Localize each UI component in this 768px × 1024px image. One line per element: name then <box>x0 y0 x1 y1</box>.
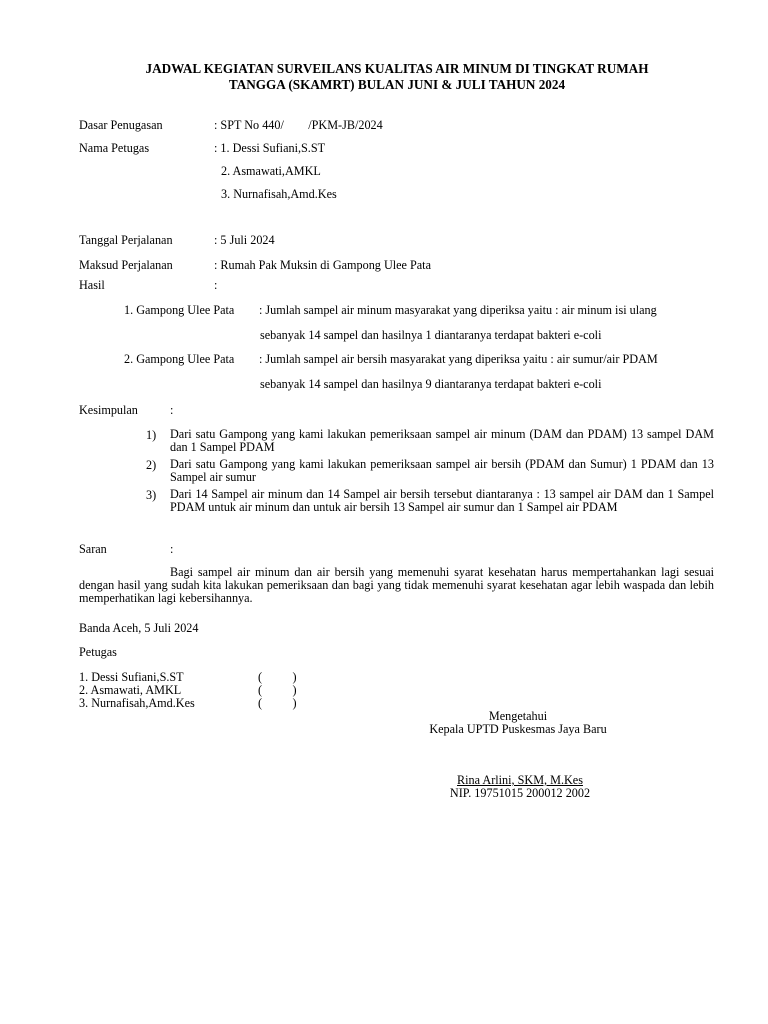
petugas-heading: Petugas <box>79 645 117 659</box>
kesimpulan-3-text: Dari 14 Sampel air minum dan 14 Sampel air bersih tersebut diantaranya : 13 sampel air DAM dan 1 Sampel PDAM untuk air minum dan untuk air bersih 13 Sampel air sumur dan 1 Sampel air PDAM <box>170 487 714 514</box>
kesimpulan-1-num: 1) <box>146 428 157 442</box>
hasil-2-line1: : Jumlah sampel air bersih masyarakat yang diperiksa yaitu : air sumur/air PDAM <box>259 352 658 366</box>
maksud-value: : Rumah Pak Muksin di Gampong Ulee Pata <box>214 258 431 272</box>
signer-1-name: 1. Dessi Sufiani,S.ST <box>79 670 184 684</box>
saran-text: Bagi sampel air minum dan air bersih yang memenuhi syarat kesehatan harus mempertahankan lagi sesuai dengan hasil yang sudah kita lakukan pemeriksaan dan bagi yang tidak memenuhi syarat kesehatan agar lebih waspada dan lebih memperhatikan lagi kebersihannya. <box>79 565 714 605</box>
maksud-label: Maksud Perjalanan <box>79 258 173 272</box>
approver-name-wrap <box>400 773 640 787</box>
hasil-1-place: 1. Gampong Ulee Pata <box>124 303 235 317</box>
hasil-1-line1: : Jumlah sampel air minum masyarakat yang diperiksa yaitu : air minum isi ulang <box>259 303 657 317</box>
mengetahui: Mengetahui <box>488 709 548 723</box>
hasil-1-line2: sebanyak 14 sampel dan hasilnya 1 diantaranya terdapat bakteri e-coli <box>260 328 602 342</box>
nama-petugas-label: Nama Petugas <box>79 141 150 155</box>
petugas-2: 2. Asmawati,AMKL <box>221 164 321 178</box>
dasar-label: Dasar Penugasan <box>79 118 163 132</box>
signer-2-name: 2. Asmawati, AMKL <box>79 683 182 697</box>
hasil-colon: : <box>214 278 218 292</box>
signer-3-name: 3. Nurnafisah,Amd.Kes <box>79 696 195 710</box>
tanggal-label: Tanggal Perjalanan <box>79 233 173 247</box>
kesimpulan-2-text: Dari satu Gampong yang kami lakukan pemeriksaan sampel air bersih (PDAM dan Sumur) 1 PDAM dan 13 Sampel air sumur <box>170 457 714 484</box>
hasil-label: Hasil <box>79 278 105 292</box>
kesimpulan-2-num: 2) <box>146 458 157 472</box>
signer-2-paren: ( ) <box>258 683 297 697</box>
title-line-2: TANGGA (SKAMRT) BULAN JUNI & JULI TAHUN 2024 <box>228 77 566 92</box>
hasil-2-line2: sebanyak 14 sampel dan hasilnya 9 diantaranya terdapat bakteri e-coli <box>260 377 602 391</box>
approver-name: Rina Arlini, SKM, M.Kes <box>457 773 583 787</box>
signer-3-paren: ( ) <box>258 696 297 710</box>
saran-label: Saran <box>79 542 107 556</box>
approver-nip: NIP. 19751015 200012 2002 <box>449 786 591 800</box>
signer-1-paren: ( ) <box>258 670 297 684</box>
title-line-1: JADWAL KEGIATAN SURVEILANS KUALITAS AIR MINUM DI TINGKAT RUMAH <box>145 61 649 76</box>
kesimpulan-3-num: 3) <box>146 488 157 502</box>
petugas-3: 3. Nurnafisah,Amd.Kes <box>221 187 337 201</box>
saran-colon: : <box>170 542 174 556</box>
petugas-1: : 1. Dessi Sufiani,S.ST <box>214 141 326 155</box>
dasar-value: : SPT No 440/ /PKM-JB/2024 <box>214 118 383 132</box>
place-date: Banda Aceh, 5 Juli 2024 <box>79 621 199 635</box>
kesimpulan-colon: : <box>170 403 174 417</box>
hasil-2-place: 2. Gampong Ulee Pata <box>124 352 235 366</box>
kesimpulan-1-text: Dari satu Gampong yang kami lakukan pemeriksaan sampel air minum (DAM dan PDAM) 13 sampel DAM dan 1 Sampel PDAM <box>170 427 714 454</box>
kesimpulan-label: Kesimpulan <box>79 403 138 417</box>
tanggal-value: : 5 Juli 2024 <box>214 233 275 247</box>
document-title <box>80 61 714 93</box>
approver-position: Kepala UPTD Puskesmas Jaya Baru <box>429 722 607 736</box>
